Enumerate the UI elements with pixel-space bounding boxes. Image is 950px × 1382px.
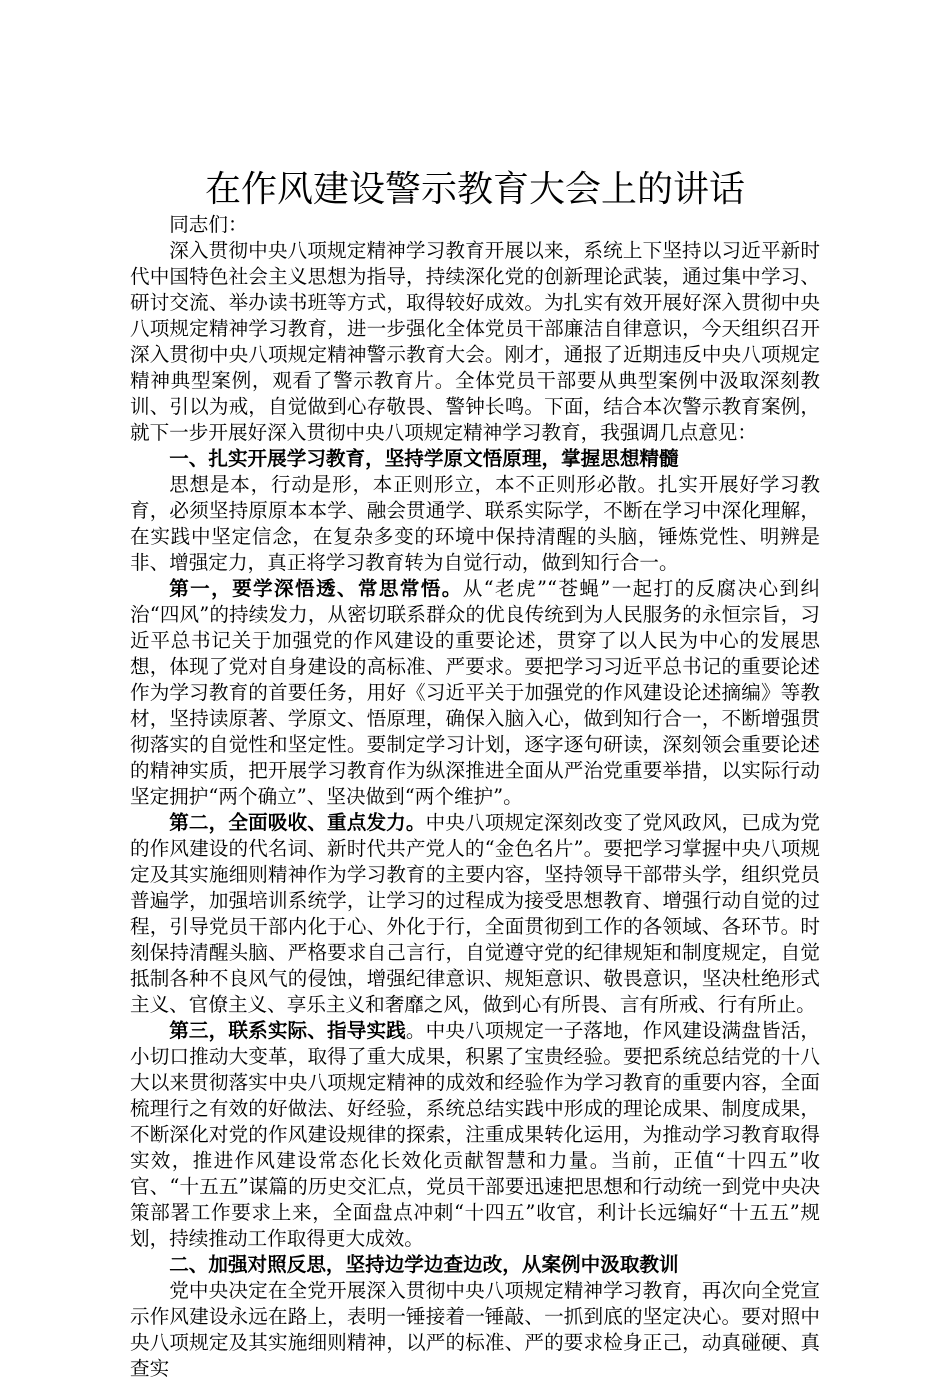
document-page: [130, 168, 820, 1382]
section-1-point-1: [130, 576, 820, 810]
point-3-text: 。中央八项规定一子落地，作风建设满盘皆活，小切口推动大变革，取得了重大成果，积累了宝贵经验。要把系统总结党的十八大以来贯彻落实中央八项规定精神的成效和经验作为学习教育的重要内容，全面梳理行之有效的好做法、好经验，系统总结实践中形成的理论成果、制度成果，不断深化对党的作风建设规律的探索，注重成果转化运用，为推动学习教育取得实效，推进作风建设常态化长效化贡献智慧和力量。当前，正值“十四五”收官、“十五五”谋篇的历史交汇点，党员干部要迅速把思想和行动统一到党中央决策部署工作要求上来，全面盘点冲刺“十四五”收官，利计长远编好“十五五”规划，持续推动工作取得更大成效。: [130, 1019, 821, 1250]
section-2-heading: 二、加强对照反思，坚持边学边查边改，从案例中汲取教训: [169, 1253, 679, 1276]
section-1-intro: 思想是本，行动是形，本正则形立，本不正则形必散。扎实开展好学习教育，必须坚持原原本本学、融会贯通学、联系实际学，不断在学习中深化理解，在实践中坚定信念，在复杂多变的环境中保持清醒的头脑，锤炼党性、明辨是非、增强定力，真正将学习教育转为自觉行动，做到知行合一。: [130, 473, 820, 574]
section-1-point-2: [130, 810, 820, 1018]
point-1-text: 从“老虎”“苍蝇”一起打的反腐决心到纠治“四风”的持续发力，从密切联系群众的优良传统到为人民服务的永恒宗旨，习近平总书记关于加强党的作风建设的重要论述，贯穿了以人民为中心的发展思想，体现了党对自身建设的高标准、严要求。要把学习习近平总书记的重要论述作为学习教育的首要任务，用好《习近平关于加强党的作风建设论述摘编》等教材，坚持读原著、学原文、悟原理，确保入脑入心，做到知行合一，不断增强贯彻落实的自觉性和坚定性。要制定学习计划，逐字逐句研读，深刻领会重要论述的精神实质，把开展学习教育作为纵深推进全面从严治党重要举措，以实际行动坚定拥护“两个确立”、坚决做到“两个维护”。: [130, 577, 820, 808]
point-2-lead: 第二，全面吸收、重点发力。: [169, 811, 426, 834]
salutation: 同志们：: [169, 213, 248, 236]
intro-paragraph: 深入贯彻中央八项规定精神学习教育开展以来，系统上下坚持以习近平新时代中国特色社会主义思想为指导，持续深化党的创新理论武装，通过集中学习、研讨交流、举办读书班等方式，取得较好成效。为扎实有效开展好深入贯彻中央八项规定精神学习教育，进一步强化全体党员干部廉洁自律意识，今天组织召开深入贯彻中央八项规定精神警示教育大会。刚才，通报了近期违反中央八项规定精神典型案例，观看了警示教育片。全体党员干部要从典型案例中汲取深刻教训、引以为戒，自觉做到心存敬畏、警钟长鸣。下面，结合本次警示教育案例，就下一步开展好深入贯彻中央八项规定精神学习教育，我强调几点意见：: [130, 239, 820, 444]
section-1-heading: 一、扎实开展学习教育，坚持学原文悟原理，掌握思想精髓: [169, 447, 679, 470]
section-2-intro: 党中央决定在全党开展深入贯彻中央八项规定精神学习教育，再次向全党宣示作风建设永远在路上，表明一锤接着一锤敲、一抓到底的坚定决心。要对照中央八项规定及其实施细则精神，以严的标准、严的要求检身正己，动真碰硬、真查实: [130, 1279, 820, 1380]
point-2-text: 中央八项规定深刻改变了党风政风，已成为党的作风建设的代名词、新时代共产党人的“金色名片”。要把学习掌握中央八项规定及其实施细则精神作为学习教育的主要内容，坚持领导干部带头学，组织党员普遍学，加强培训系统学，让学习的过程成为接受思想教育、增强行动自觉的过程，引导党员干部内化于心、外化于行，全面贯彻到工作的各领域、各环节。时刻保持清醒头脑、严格要求自己言行，自觉遵守党的纪律规矩和制度规定，自觉抵制各种不良风气的侵蚀，增强纪律意识、规矩意识、敬畏意识，坚决杜绝形式主义、官僚主义、享乐主义和奢靡之风，做到心有所畏、言有所戒、行有所止。: [130, 811, 821, 1016]
point-1-lead: 第一，要学深悟透、常思常悟。: [169, 577, 463, 600]
point-3-lead: 第三，联系实际、指导实践: [169, 1019, 406, 1042]
document-title: 在作风建设警示教育大会上的讲话: [204, 169, 745, 210]
section-1-point-3: [130, 1018, 820, 1252]
